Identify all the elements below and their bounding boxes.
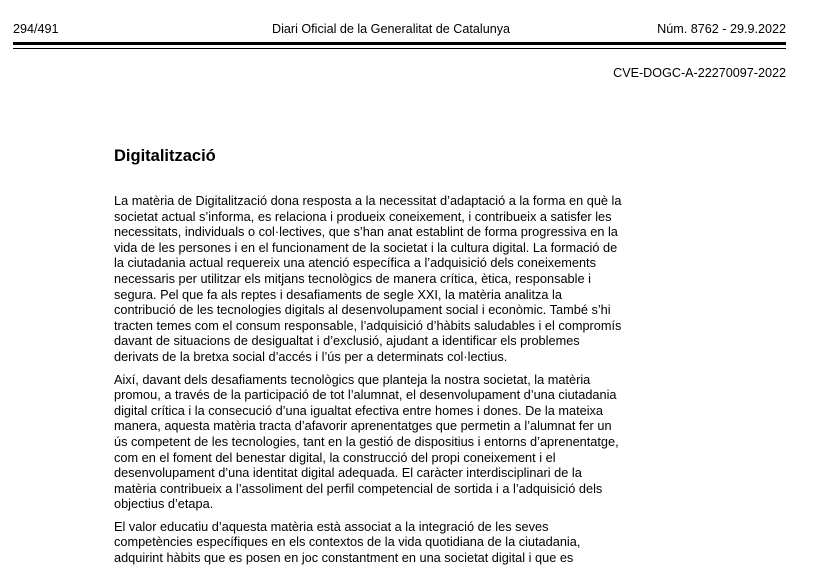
page-number: 294/491: [13, 22, 59, 36]
issue-number-date: Núm. 8762 - 29.9.2022: [657, 22, 786, 36]
text-line: derivats de la bretxa social d’accés i l’ús per a determinats col·lectius.: [114, 348, 508, 364]
text-line: contribució de les tecnologies digitals al desenvolupament social i econòmic. També s’hi: [114, 302, 611, 318]
text-line: matèria contribueix a l’assoliment del perfil competencial de sortida i a l’adquisició dels: [114, 480, 603, 496]
text-line: objectius d’etapa.: [114, 496, 214, 512]
text-line: la ciutadania actual requereix una atenció específica a l’adquisició dels coneixements: [114, 255, 596, 271]
paragraph: [114, 519, 714, 566]
body-text: [114, 193, 714, 573]
publication-name: Diari Oficial de la Generalitat de Catalunya: [272, 22, 511, 36]
header-rule-thin: [13, 48, 786, 49]
text-line: tracten temes com el consum responsable, l’adquisició d’hàbits saludables i el compromís: [114, 317, 622, 333]
text-line: La matèria de Digitalització dona resposta a la necessitat d’adaptació a la forma en què la: [114, 193, 622, 208]
text-line: vida de les persones i en el funcionament de la societat i la cultura digital. La formació de: [114, 239, 618, 255]
cve-identifier: CVE-DOGC-A-22270097-2022: [613, 66, 786, 80]
paragraph: [114, 372, 714, 512]
text-line: ús competent de les tecnologies, tant en la gestió de dispositius i entorns d’aprenentatge,: [114, 433, 619, 449]
text-line: Així, davant dels desafiaments tecnològics que planteja la nostra societat, la matèria: [114, 371, 591, 387]
text-line: digital crítica i la consecució d’una igualtat efectiva entre homes i dones. De la mateixa: [114, 402, 604, 418]
text-line: davant de situacions de desigualtat i d’exclusió, ajudant a identificar els problemes: [114, 333, 580, 349]
section-title: Digitalització: [114, 147, 216, 165]
text-line: promou, a través de la participació de tot l’alumnat, el desenvolupament d’una ciutadania: [114, 387, 617, 403]
text-line: com en el foment del benestar digital, la construcció del propi coneixement i el: [114, 449, 556, 465]
header-rule-thick: [13, 42, 786, 45]
text-line: necessitats, individuals o col·lectives, que s’han anat establint de forma progressiva en la: [114, 224, 618, 240]
text-line: competències específiques en els contextos de la vida quotidiana de la ciutadania,: [114, 534, 581, 550]
text-line: manera, aquesta matèria tracta d’afavorir aprenentatges que permetin a l’alumnat fer un: [114, 418, 612, 434]
text-line: El valor educatiu d’aquesta matèria està associat a la integració de les seves: [114, 518, 549, 534]
text-line: societat actual s’informa, es relaciona i produeix coneixement, i contribueix a satisfer les: [114, 208, 612, 224]
text-line: adquirint hàbits que es posen en joc constantment en una societat digital i que es: [114, 550, 574, 566]
text-line: segura. Pel que fa als reptes i desafiaments de segle XXI, la matèria analitza la: [114, 286, 562, 302]
text-line: desenvolupament d’una identitat digital adequada. El caràcter interdisciplinari de la: [114, 465, 582, 481]
paragraph: [114, 193, 714, 365]
text-line: necessaris per utilitzar els mitjans tecnològics de manera crítica, ètica, responsable i: [114, 270, 591, 286]
